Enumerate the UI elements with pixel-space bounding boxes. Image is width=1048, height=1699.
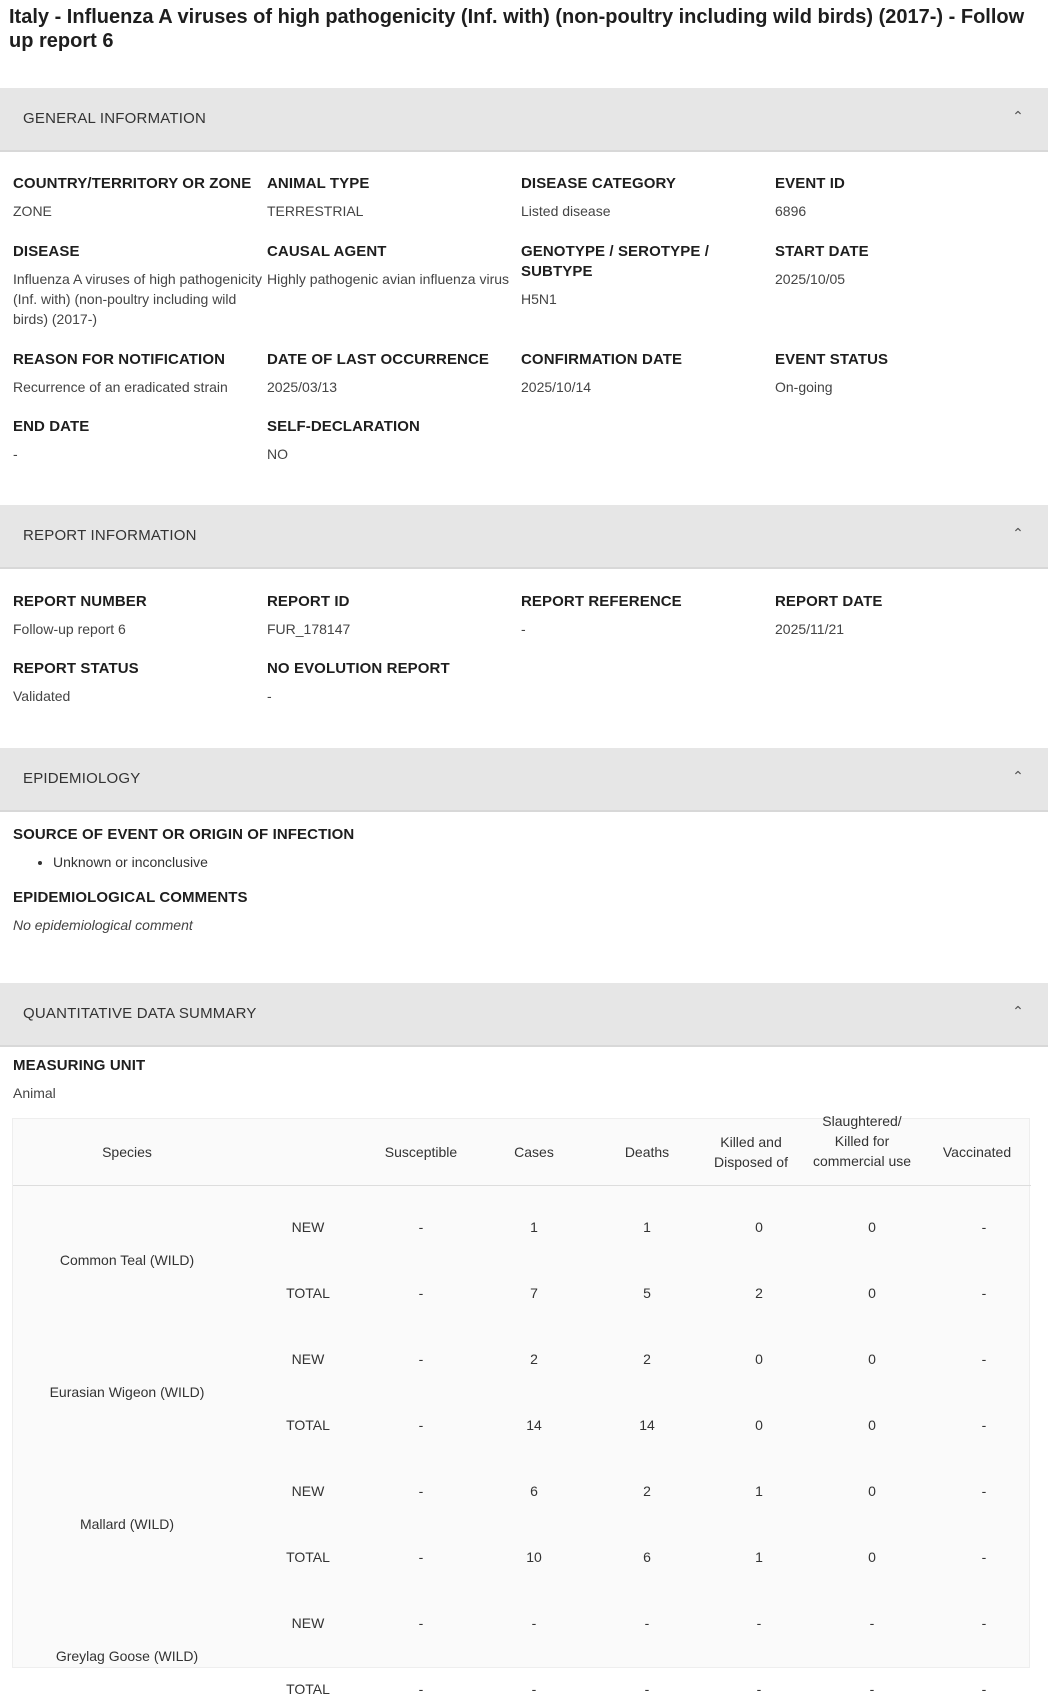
field-label: REPORT ID [267,593,350,610]
species-name: Common Teal (WILD) [59,1252,195,1268]
field-label: DATE OF LAST OCCURRENCE [267,351,490,368]
cell-total-slaughtered: 0 [868,1417,876,1433]
section-header-epidemiology[interactable] [0,748,1048,812]
cell-new-slaughtered: 0 [868,1483,876,1499]
field-self-declaration [267,417,517,464]
column-header-killed-disposed: Killed and Disposed of [714,1134,788,1170]
row-label-new: NEW [291,1219,325,1235]
cell-total-susceptible: - [418,1417,424,1433]
cell-total-killed-disposed: - [756,1681,762,1697]
cell-new-vaccinated: - [981,1615,987,1631]
field-value: 2025/10/14 [521,379,592,395]
field-value: Validated [13,688,71,704]
species-name: Mallard (WILD) [79,1516,175,1532]
column-header-susceptible: Susceptible [384,1144,458,1160]
field-value: FUR_178147 [267,621,351,637]
field-country-zone [13,174,263,221]
field-no-evolution-report [267,659,517,706]
field-source-of-event [13,825,513,872]
cell-new-killed-disposed: 1 [755,1483,763,1499]
cell-new-deaths: 2 [643,1351,651,1367]
field-report-status [13,659,263,706]
field-event-status [775,350,1025,397]
field-label: REASON FOR NOTIFICATION [13,351,226,368]
cell-total-susceptible: - [418,1681,424,1697]
cell-total-deaths: - [644,1681,650,1697]
section-title: GENERAL INFORMATION [23,110,206,127]
column-header-slaughtered [811,1113,913,1185]
cell-total-slaughtered: 0 [868,1549,876,1565]
field-value: 6896 [775,203,807,219]
field-value: - [267,688,272,704]
list-item: • Unknown or inconclusive [53,852,513,872]
page-title: Italy - Influenza A viruses of high pathogenicity (Inf. with) (non-poultry including wild birds) (2017-) - Follow up report 6 [9,6,1025,52]
cell-new-slaughtered: - [869,1615,875,1631]
field-value: ZONE [13,203,52,219]
cell-total-vaccinated: - [981,1285,987,1301]
cell-total-killed-disposed: 0 [755,1417,763,1433]
field-report-number [13,592,263,639]
cell-new-vaccinated: - [981,1483,987,1499]
field-start-date [775,242,1025,289]
chevron-up-icon[interactable]: ⌃ [1012,1003,1024,1019]
section-title: REPORT INFORMATION [23,527,197,544]
field-label: DISEASE [13,243,80,260]
cell-total-slaughtered: 0 [868,1285,876,1301]
column-header-deaths: Deaths [624,1144,670,1160]
cell-new-cases: 1 [530,1219,538,1235]
cell-total-killed-disposed: 1 [755,1549,763,1565]
field-label: EPIDEMIOLOGICAL COMMENTS [13,889,248,906]
field-value: NO [267,446,288,462]
cell-new-deaths: 1 [643,1219,651,1235]
field-label: REPORT REFERENCE [521,593,682,610]
field-confirmation-date [521,350,771,397]
cell-new-susceptible: - [418,1219,424,1235]
cell-new-deaths: - [644,1615,650,1631]
cell-new-slaughtered: 0 [868,1351,876,1367]
row-label-total: TOTAL [286,1549,330,1565]
row-label-total: TOTAL [286,1285,330,1301]
column-header-cases: Cases [514,1144,554,1160]
cell-new-susceptible: - [418,1483,424,1499]
row-label-total: TOTAL [286,1417,330,1433]
cell-new-vaccinated: - [981,1351,987,1367]
field-label: REPORT STATUS [13,660,139,677]
source-list [13,852,513,872]
field-label: END DATE [13,418,90,435]
field-report-reference [521,592,771,639]
field-value: - [13,446,18,462]
cell-new-vaccinated: - [981,1219,987,1235]
species-name: Greylag Goose (WILD) [55,1648,199,1664]
field-disease-category [521,174,771,221]
field-label: DISEASE CATEGORY [521,175,676,192]
field-reason-notification [13,350,263,397]
field-label: CAUSAL AGENT [267,243,387,260]
field-value: 2025/11/21 [775,621,845,637]
field-value: Highly pathogenic avian influenza virus [267,271,510,287]
section-title: QUANTITATIVE DATA SUMMARY [23,1005,257,1022]
field-value: 2025/03/13 [267,379,338,395]
cell-total-deaths: 5 [643,1285,651,1301]
cell-new-deaths: 2 [643,1483,651,1499]
cell-new-cases: - [531,1615,537,1631]
field-value: Animal [13,1085,56,1101]
field-value: Follow-up report 6 [13,621,126,637]
cell-total-vaccinated: - [981,1549,987,1565]
cell-total-susceptible: - [418,1285,424,1301]
cell-total-deaths: 14 [639,1417,655,1433]
cell-new-slaughtered: 0 [868,1219,876,1235]
quantitative-data-table [12,1113,1030,1697]
field-report-date [775,592,1025,639]
field-disease [13,242,263,329]
cell-total-cases: - [531,1681,537,1697]
cell-total-cases: 7 [530,1285,538,1301]
field-label: GENOTYPE / SEROTYPE / SUBTYPE [521,243,709,280]
field-label: ANIMAL TYPE [267,175,370,192]
row-label-new: NEW [291,1351,325,1367]
field-value: Influenza A viruses of high pathogenicity (Inf. with) (non-poultry including wild birds) (2017-) [13,271,263,327]
field-event-id [775,174,1025,221]
field-label: SOURCE OF EVENT OR ORIGIN OF INFECTION [13,826,355,843]
field-date-last-occurrence [267,350,517,397]
cell-total-cases: 10 [526,1549,542,1565]
field-label: START DATE [775,243,869,260]
section-header-report-information[interactable] [0,505,1048,569]
cell-total-cases: 14 [526,1417,542,1433]
field-value: H5N1 [521,291,557,307]
column-header-vaccinated: Vaccinated [942,1144,1012,1160]
row-label-total: TOTAL [286,1681,330,1697]
field-label: EVENT STATUS [775,351,889,368]
species-name: Eurasian Wigeon (WILD) [49,1384,205,1400]
cell-total-deaths: 6 [643,1549,651,1565]
field-value: TERRESTRIAL [267,203,364,219]
section-title: EPIDEMIOLOGY [23,770,141,787]
field-animal-type [267,174,517,221]
cell-total-vaccinated: - [981,1681,987,1697]
field-label: MEASURING UNIT [13,1057,146,1074]
cell-new-killed-disposed: 0 [755,1351,763,1367]
column-header-slaughtered-label: Slaughtered/ Killed for commercial use [812,1113,912,1169]
field-value: On-going [775,379,833,395]
section-header-general-information[interactable] [0,88,1048,152]
field-label: SELF-DECLARATION [267,418,420,435]
chevron-up-icon[interactable]: ⌃ [1012,108,1024,124]
field-causal-agent [267,242,517,289]
cell-new-killed-disposed: - [756,1615,762,1631]
field-genotype [521,242,775,309]
column-header-species: Species [102,1144,152,1160]
field-end-date [13,417,263,464]
field-value: Recurrence of an eradicated strain [13,379,228,395]
cell-new-cases: 2 [530,1351,538,1367]
chevron-up-icon[interactable]: ⌃ [1012,768,1024,784]
row-label-new: NEW [291,1483,325,1499]
field-measuring-unit [13,1056,263,1103]
field-label: REPORT NUMBER [13,593,147,610]
header-divider [13,1185,1031,1186]
field-label: EVENT ID [775,175,845,192]
chevron-up-icon[interactable]: ⌃ [1012,525,1024,541]
cell-new-susceptible: - [418,1351,424,1367]
section-header-quantitative-data-summary[interactable] [0,983,1048,1047]
field-report-id [267,592,517,639]
cell-new-susceptible: - [418,1615,424,1631]
cell-total-vaccinated: - [981,1417,987,1433]
field-epidemiological-comments [13,888,513,935]
field-value: No epidemiological comment [13,917,193,933]
cell-total-susceptible: - [418,1549,424,1565]
field-label: REPORT DATE [775,593,883,610]
cell-total-killed-disposed: 2 [755,1285,763,1301]
field-label: COUNTRY/TERRITORY OR ZONE [13,175,252,192]
row-label-new: NEW [291,1615,325,1631]
field-value: Listed disease [521,203,611,219]
field-value: - [521,621,526,637]
field-label: NO EVOLUTION REPORT [267,660,450,677]
cell-new-killed-disposed: 0 [755,1219,763,1235]
field-label: CONFIRMATION DATE [521,351,683,368]
field-value: 2025/10/05 [775,271,846,287]
cell-new-cases: 6 [530,1483,538,1499]
cell-total-slaughtered: - [869,1681,875,1697]
